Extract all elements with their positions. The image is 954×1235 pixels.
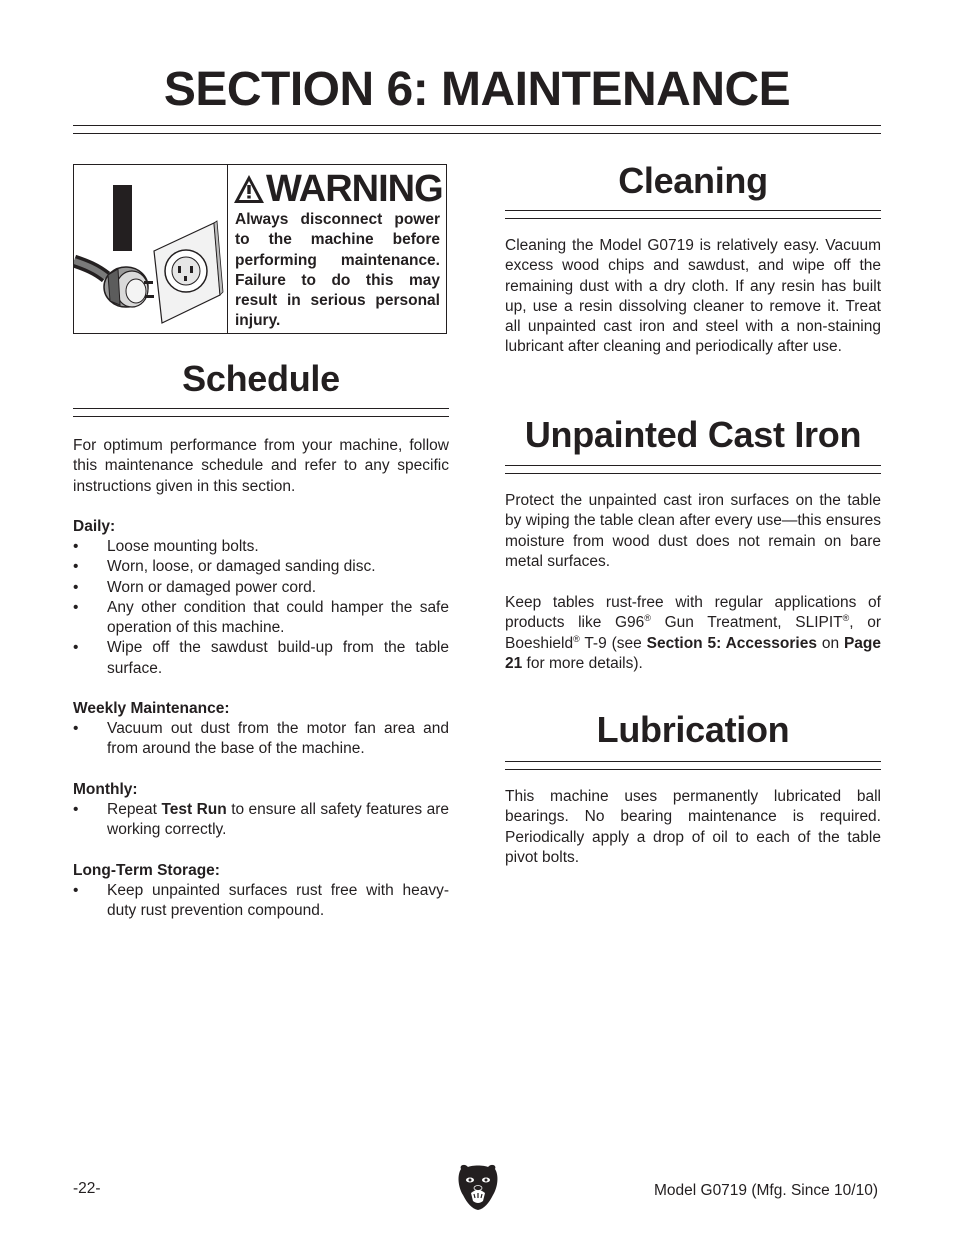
cast-iron-heading: Unpainted Cast Iron [524,414,862,455]
monthly-list [73,800,449,841]
daily-list [73,537,449,679]
bear-logo-icon [457,1163,499,1211]
storage-label: Long-Term Storage: [73,862,220,879]
page-title: SECTION 6: MAINTENANCE [163,63,791,116]
cast-iron-rule [505,465,881,474]
list-item: • Any other condition that could hamper the safe operation of this machine. [73,598,449,637]
weekly-list [73,719,449,760]
cleaning-text: Cleaning the Model G0719 is relatively easy. Vacuum excess wood chips and sawdust, and wipe off the remaining dust with a dry cloth. If any resin has built up, use a resin dissolving cleaner to remove it. Treat all unpainted cast iron and steel with a non-staining lubricant after cleaning and periodically after use. [505,237,881,356]
schedule-heading: Schedule [182,358,340,399]
cleaning-rule [505,210,881,219]
title-rule [73,125,881,134]
unplug-illustration [74,165,224,331]
warning-box [73,164,447,334]
cast-iron-para-1: Protect the unpainted cast iron surfaces on the table by wiping the table clean after every use—this ensures moisture from wood dust does not remain on bare metal surfaces. [505,492,881,570]
page-number: -22- [73,1180,101,1197]
list-item: • Worn, loose, or damaged sanding disc. [73,558,376,576]
warning-text: Always disconnect power to the machine before performing maintenance. Failure to do this may result in serious personal injury. [235,211,440,330]
weekly-label: Weekly Maintenance: [73,700,230,717]
list-item: • Repeat Test Run to ensure all safety features are working correctly. [73,801,450,839]
warning-title: WARNING [266,168,443,210]
warning-heading [232,169,444,209]
schedule-intro: For optimum performance from your machine, follow this maintenance schedule and refer to any specific instructions given in this section. [73,437,449,495]
daily-label: Daily: [73,518,116,535]
list-item: • Vacuum out dust from the motor fan area and from around the base of the machine. [73,720,449,758]
cast-iron-para-2: Keep tables rust-free with regular applications of products like G96® Gun Treatment, SLIPIT®, or Boeshield® T-9 (see Section 5: Accessories on Page 21 for more details). [505,594,882,672]
lubrication-text: This machine uses permanently lubricated ball bearings. No bearing maintenance is required. Periodically apply a drop of oil to each of the table pivot bolts. [505,788,881,866]
model-line: Model G0719 (Mfg. Since 10/10) [653,1182,878,1199]
list-item: • Worn or damaged power cord. [73,578,317,596]
monthly-label: Monthly: [73,781,138,798]
warning-triangle-icon [232,173,266,205]
schedule-rule [73,408,449,417]
list-item: • Keep unpainted surfaces rust free with heavy-duty rust prevention compound. [73,882,449,920]
lubrication-heading: Lubrication [596,709,790,750]
list-item: • Wipe off the sawdust build-up from the table surface. [73,639,449,677]
list-item: • Loose mounting bolts. [73,538,259,555]
storage-list [73,881,449,922]
cleaning-heading: Cleaning [618,160,768,201]
lubrication-rule [505,761,881,770]
